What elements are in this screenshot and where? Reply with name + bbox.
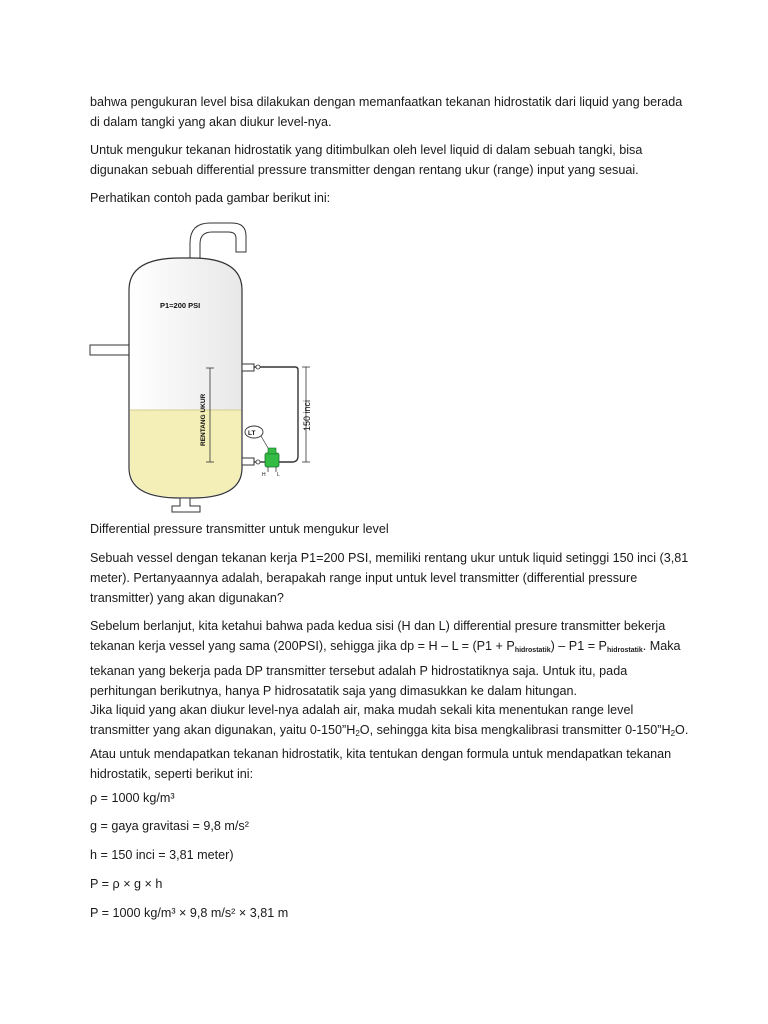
paragraph-intro-3: Perhatikan contoh pada gambar berikut ini: [90,191,331,205]
formula-height: h = 150 inci = 3,81 meter) [90,848,234,862]
formula-density: ρ = 1000 kg/m³ [90,791,175,805]
formula-gravity: g = gaya gravitasi = 9,8 m/s² [90,819,249,833]
h-side-label: H [262,472,266,478]
formula-pressure: P = ρ × g × h [90,877,163,891]
top-outlet-pipe [190,223,246,260]
vessel-diagram-svg [82,218,342,516]
lower-tap [242,458,254,465]
range-label: RENTANG UKUR [200,393,207,446]
l-side-label: L [277,472,280,478]
paragraph-explanation: Sebelum berlanjut, kita ketahui bahwa pada kedua sisi (H dan L) differential presure transmitter bekerja tekanan kerja vessel yang sama (200PSI), sehigga jika dp = $H - L = (P1 + P_{hidrostatik}) - P1 = P_{hidrostatik}$. Maka tekanan yang bekerja pada DP transmitter tersebut adalah P hidrostatiknya saja. Untuk itu, pada perhitungan berikutnya, hanya P hidrosatatik saja yang dimasukkan ke dalam hitungan. [90,619,681,698]
paragraph-intro-1: bahwa pengukuran level bisa dilakukan dengan memanfaatkan tekanan hidrostatik dari liquid yang berada di dalam tangki yang akan diukur level-nya. [90,95,683,129]
paragraph-water-range: Jika liquid yang akan diukur level-nya adalah air, maka mudah sekali kita menentukan range level transmitter yang akan digunakan, yaitu $0-150”H_2O$, sehingga kita bisa mengkalibrasi transmitter $0-150”H_2O$. Atau untuk mendapatkan tekanan hidrostatik, kita tentukan dengan formula untuk mendapatkan tekanan hidrostatik, seperti berikut ini: [90,703,689,781]
level-transmitter [265,448,279,472]
height-label: 150 inci [302,399,312,431]
figure-caption: Differential pressure transmitter untuk mengukur level [90,522,389,536]
upper-tap [242,364,254,371]
paragraph-question: Sebuah vessel dengan tekanan kerja P1=200 PSI, memiliki rentang ukur untuk liquid setinggi 150 inci (3,81 meter). Pertanyaannya adalah, berapakah range input untuk level transmitter (differential pressure transmitter) yang akan digunakan? [90,551,689,605]
side-inlet-pipe [90,345,130,355]
lt-label: LT [248,430,256,437]
formula-pressure-calculation: P = 1000 kg/m³ × 9,8 m/s² × 3,81 m [90,906,289,920]
low-side-impulse-line [278,367,298,462]
liquid-level [130,410,241,497]
vessel-diagram [82,218,342,516]
bottom-drain-pipe [172,498,200,512]
paragraph-intro-2: Untuk mengukur tekanan hidrostatik yang ditimbulkan oleh level liquid di dalam sebuah tangki, bisa digunakan sebuah differential pressure transmitter dengan rentang ukur (range) input yang sesuai. [90,143,643,177]
pressure-label: P1=200 PSI [160,301,201,310]
